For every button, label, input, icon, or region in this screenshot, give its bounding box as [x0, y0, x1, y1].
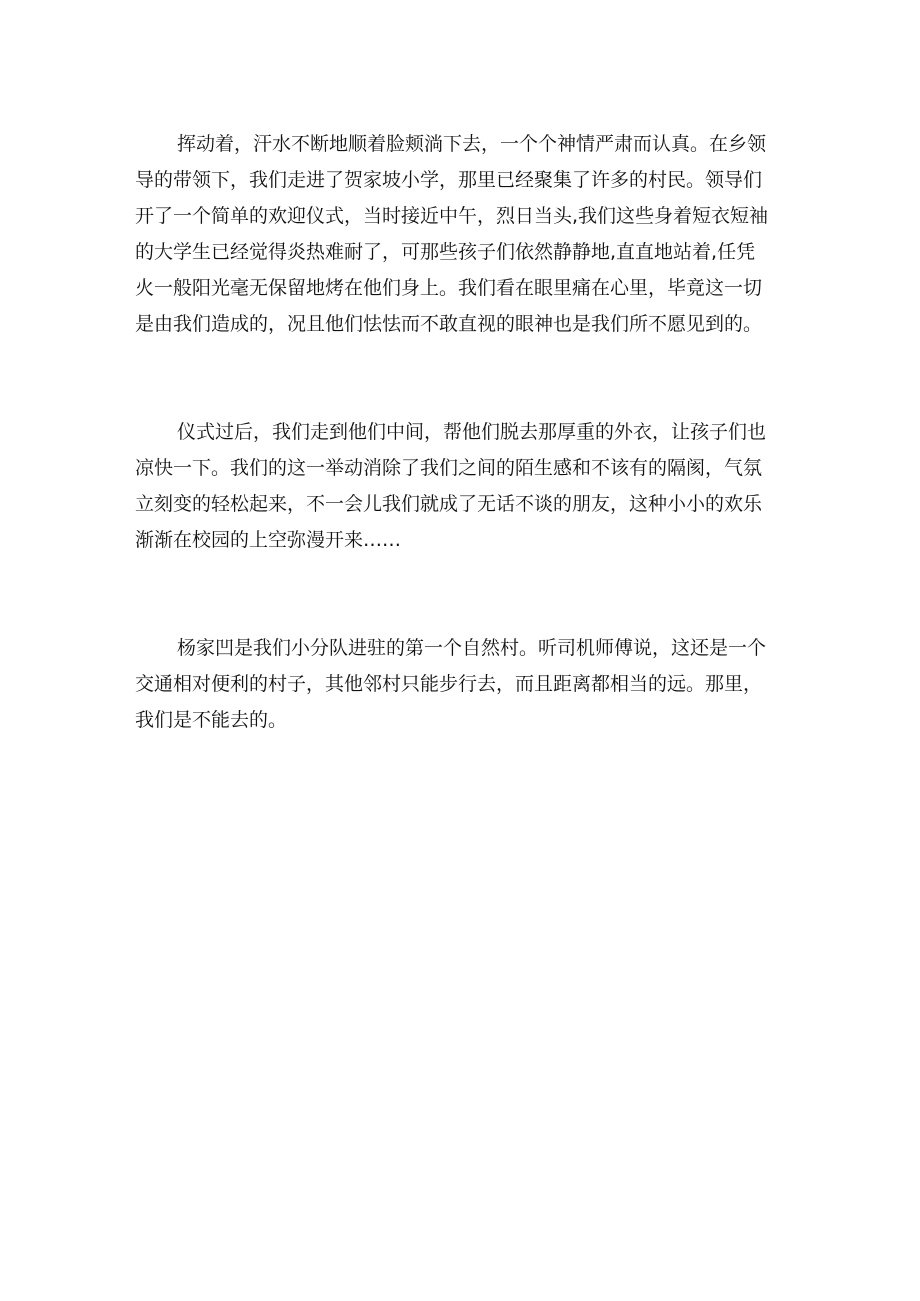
paragraph-line: 的大学生已经觉得炎热难耐了，可那些孩子们依然静静地,直直地站着,任凭	[135, 241, 756, 263]
paragraph-line: 交通相对便利的村子，其他邻村只能步行去，而且距离都相当的远。那里，	[135, 673, 763, 695]
paragraph-spacer	[135, 342, 795, 414]
paragraph-2	[135, 414, 795, 558]
paragraph-line: 开了一个简单的欢迎仪式，当时接近中午，烈日当头,我们这些身着短衣短袖	[135, 205, 769, 227]
paragraph-line: 挥动着，汗水不断地顺着脸颊淌下去，一个个神情严肃而认真。在乡领	[177, 133, 767, 155]
paragraph-line: 导的带领下，我们走进了贺家坡小学，那里已经聚集了许多的村民。领导们	[135, 169, 763, 191]
paragraph-line: 我们是不能去的。	[135, 709, 288, 731]
paragraph-line: 凉快一下。我们的这一举动消除了我们之间的陌生感和不该有的隔阂，气氛	[135, 457, 763, 479]
paragraph-line: 杨家凹是我们小分队进驻的第一个自然村。听司机师傅说，这还是一个	[177, 637, 767, 659]
paragraph-line: 立刻变的轻松起来，不一会儿我们就成了无话不谈的朋友，这种小小的欢乐	[135, 493, 763, 515]
paragraph-1	[135, 126, 795, 342]
paragraph-line: 仪式过后，我们走到他们中间，帮他们脱去那厚重的外衣，让孩子们也	[177, 421, 767, 443]
document-body	[135, 126, 795, 738]
paragraph-3	[135, 630, 795, 738]
paragraph-line: 渐渐在校园的上空弥漫开来……	[135, 529, 402, 551]
paragraph-spacer	[135, 558, 795, 630]
paragraph-line: 火一般阳光毫无保留地烤在他们身上。我们看在眼里痛在心里，毕竟这一切	[135, 277, 763, 299]
paragraph-line: 是由我们造成的，况且他们怯怯而不敢直视的眼神也是我们所不愿见到的。	[135, 313, 763, 335]
